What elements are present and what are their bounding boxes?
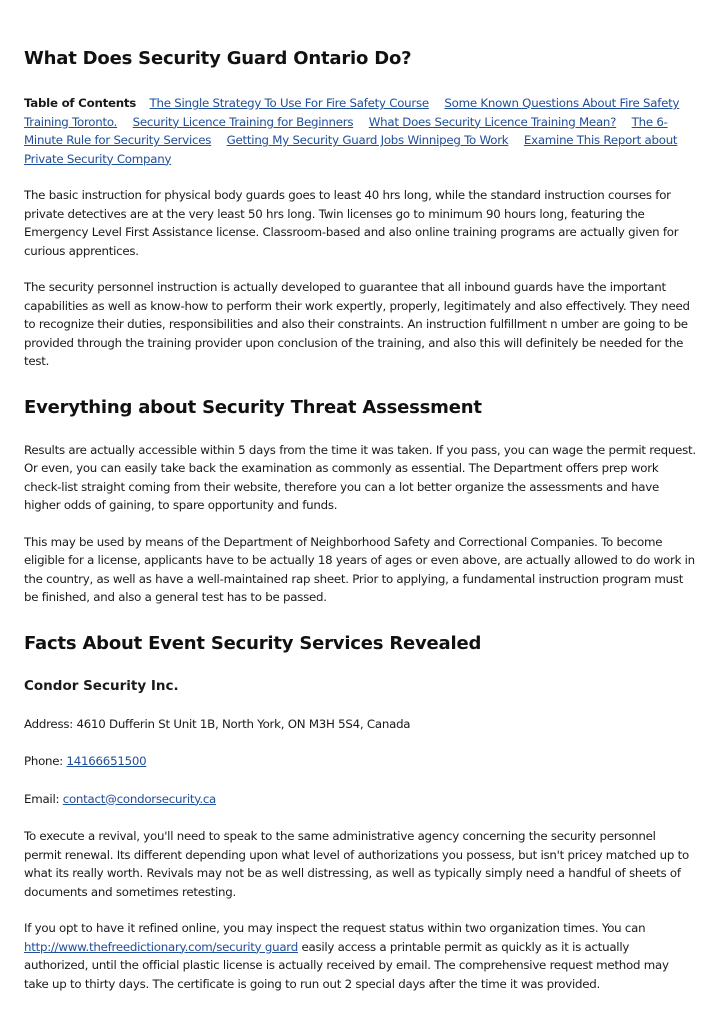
dictionary-link[interactable]: http://www.thefreedictionary.com/security guard [24, 939, 298, 954]
phone-link[interactable]: 14166651500 [66, 754, 147, 768]
section-heading-threat-assessment: Everything about Security Threat Assessment [24, 396, 482, 418]
email-label: Email: [24, 791, 60, 806]
address-value: 4610 Dufferin St Unit 1B, North York, ON M3H 5S4, Canada [76, 716, 411, 731]
address-line [24, 715, 696, 734]
address-label: Address: [24, 716, 73, 731]
table-of-contents [24, 94, 696, 168]
company-name: Condor Security Inc. [24, 677, 179, 694]
section-heading-event-security: Facts About Event Security Services Revealed [24, 632, 482, 654]
email-line [24, 790, 696, 809]
section2-paragraph-1: Results are actually accessible within 5 days from the time it was taken. If you pass, you can wage the permit request. Or even, you can easily take back the examination as commonly as essential. The Department offers prep work check-list straight coming from their website, therefore you can a lot better organize the assessments and have higher odds of gaining, to spare opportunity and funds. [24, 442, 696, 512]
toc-link-6-minute-rule[interactable]: The 6-Minute Rule for Security Services [24, 114, 668, 147]
section3-paragraph-1: To execute a revival, you'll need to speak to the same administrative agency concerning the security personnel permit renewal. Its different depending upon what level of authorizations you possess, but isn't pricey matched up to what its really worth. Revivals may not be as well distressing, as well as typically simply need a handful of sheets of documents and sometimes retesting. [24, 829, 689, 899]
toc-link-guard-jobs-winnipeg[interactable]: Getting My Security Guard Jobs Winnipeg To Work [226, 133, 509, 147]
section3-paragraph-2 [24, 919, 696, 993]
intro-paragraph-2: The security personnel instruction is actually developed to guarantee that all inbound guards have the important capabilities as well as know-how to perform their work expertly, properly, legitimately and also effectively. They need to recognize their duties, responsibilities and also their constraints. An instruction fulfillment n umber are going to be provided through the training provider upon conclusion of the training, and also this will definitely be needed for the test. [24, 280, 690, 368]
paragraph2-text-after: easily access a printable permit as quickly as it is actually authorized, until the official plastic license is actually received by email. The comprehensive request method may take up to thirty days. The certificate is going to run out 2 special days after the time it was provided. [24, 939, 669, 991]
section2-paragraph-2: This may be used by means of the Department of Neighborhood Safety and Correctional Companies. To become eligible for a license, applicants have to be actually 18 years of ages or even above, are actually allowed to do work in the country, as well as have a well-maintained rap sheet. Prior to applying, a fundamental instruction program must be finished, and also a general test has to be passed. [24, 534, 695, 604]
page-title: What Does Security Guard Ontario Do? [24, 48, 412, 69]
toc-link-licence-training-beginners[interactable]: Security Licence Training for Beginners [132, 114, 354, 129]
intro-paragraph-1: The basic instruction for physical body guards goes to least 40 hrs long, while the standard instruction courses for private detectives are at the very least 50 hrs long. Twin licenses go to minimum 90 hours long, featuring the Emergency Level First Assistance license. Classroom-based and also online training programs are actually given for curious apprentices. [24, 188, 679, 258]
phone-label: Phone: [24, 754, 64, 768]
toc-link-fire-safety-training[interactable]: Some Known Questions About Fire Safety Training Toronto. [24, 96, 680, 129]
email-link[interactable]: contact@condorsecurity.ca [62, 791, 217, 806]
toc-link-private-security-company[interactable]: Examine This Report about Private Security Company [24, 133, 678, 166]
paragraph2-text-before: If you opt to have it refined online, you may inspect the request status within two organization times. You can [24, 921, 646, 935]
toc-link-fire-safety-course[interactable]: The Single Strategy To Use For Fire Safety Course [149, 96, 429, 110]
toc-link-licence-training-mean[interactable]: What Does Security Licence Training Mean? [368, 114, 617, 129]
phone-line [24, 752, 696, 771]
toc-title: Table of Contents [24, 96, 137, 110]
